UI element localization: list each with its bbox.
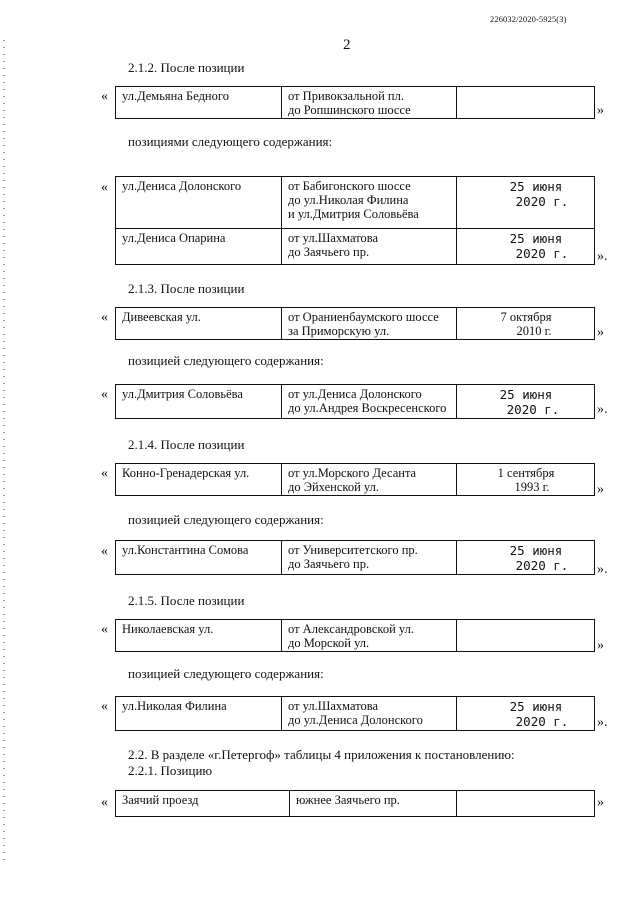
quote-close: ».	[597, 715, 608, 730]
street-cell: ул.Константина Сомова	[116, 541, 282, 575]
street-table-3	[115, 307, 595, 340]
range-cell: от ул.Шахматова до Заячьего пр.	[282, 229, 457, 265]
quote-open: «	[101, 89, 108, 104]
section-heading-2-1-3: 2.1.3. После позиции	[128, 281, 245, 296]
date-cell	[457, 620, 595, 652]
quote-close: ».	[597, 249, 608, 264]
date-cell: 1 сентября 1993 г.	[457, 464, 595, 496]
quote-close: ».	[597, 562, 608, 577]
street-cell: Николаевская ул.	[116, 620, 282, 652]
street-table-1	[115, 86, 595, 119]
range-cell: от ул.Морского Десанта до Эйхенской ул.	[282, 464, 457, 496]
table-row	[116, 385, 595, 419]
range-cell: от Бабигонского шоссе до ул.Николая Филина и ул.Дмитрия Соловьёва	[282, 177, 457, 229]
quote-open: «	[101, 310, 108, 325]
table-row	[116, 541, 595, 575]
date-cell	[457, 791, 595, 817]
quote-close: »	[597, 638, 604, 653]
quote-open: «	[101, 699, 108, 714]
street-cell: Конно-Гренадерская ул.	[116, 464, 282, 496]
document-number: 226032/2020-5925(3)	[490, 14, 567, 24]
street-table-6	[115, 540, 595, 575]
street-cell: Заячий проезд	[116, 791, 290, 817]
range-cell: от ул.Дениса Долонского до ул.Андрея Воскресенского	[282, 385, 457, 419]
section-heading-2-1-2: 2.1.2. После позиции	[128, 60, 245, 75]
street-table-2	[115, 176, 595, 265]
caption-positions: позициями следующего содержания:	[128, 134, 333, 149]
table-row	[116, 620, 595, 652]
date-cell: 25 июня 2020 г.	[457, 229, 595, 265]
date-cell: 25 июня 2020 г.	[457, 541, 595, 575]
quote-open: «	[101, 180, 108, 195]
section-heading-2-1-4: 2.1.4. После позиции	[128, 437, 245, 452]
street-table-9	[115, 790, 595, 817]
table-row	[116, 464, 595, 496]
caption-position: позицией следующего содержания:	[128, 512, 324, 527]
quote-close: »	[597, 325, 604, 340]
range-cell: от Привокзальной пл. до Ропшинского шоссе	[282, 87, 457, 119]
quote-open: «	[101, 387, 108, 402]
date-cell: 25 июня 2020 г.	[457, 385, 595, 419]
section-heading-2-1-5: 2.1.5. После позиции	[128, 593, 245, 608]
range-cell: от Университетского пр. до Заячьего пр.	[282, 541, 457, 575]
street-table-7	[115, 619, 595, 652]
street-cell: ул.Дмитрия Соловьёва	[116, 385, 282, 419]
table-row	[116, 87, 595, 119]
date-cell	[457, 87, 595, 119]
street-cell: ул.Николая Филина	[116, 697, 282, 731]
street-cell: ул.Дениса Долонского	[116, 177, 282, 229]
quote-close: ».	[597, 402, 608, 417]
section-2-2-line-2: 2.2.1. Позицию	[128, 763, 213, 778]
caption-position: позицией следующего содержания:	[128, 353, 324, 368]
table-row	[116, 308, 595, 340]
street-cell: Дивеевская ул.	[116, 308, 282, 340]
quote-close: »	[597, 482, 604, 497]
range-cell: от Ораниенбаумского шоссе за Приморскую ул.	[282, 308, 457, 340]
date-cell: 25 июня 2020 г.	[457, 177, 595, 229]
range-cell: от Александровской ул. до Морской ул.	[282, 620, 457, 652]
quote-open: «	[101, 622, 108, 637]
section-2-2-line-1: 2.2. В разделе «г.Петергоф» таблицы 4 приложения к постановлению:	[128, 747, 515, 762]
street-table-5	[115, 463, 595, 496]
table-row	[116, 229, 595, 265]
date-cell: 7 октября 2010 г.	[457, 308, 595, 340]
street-cell: ул.Демьяна Бедного	[116, 87, 282, 119]
margin-scan-marks	[3, 40, 5, 860]
table-row	[116, 697, 595, 731]
page-number: 2	[343, 37, 351, 53]
quote-open: «	[101, 466, 108, 481]
quote-close: »	[597, 103, 604, 118]
street-table-4	[115, 384, 595, 419]
table-row	[116, 791, 595, 817]
range-cell: южнее Заячьего пр.	[290, 791, 457, 817]
quote-open: «	[101, 544, 108, 559]
quote-open: «	[101, 795, 108, 810]
date-cell: 25 июня 2020 г.	[457, 697, 595, 731]
table-row	[116, 177, 595, 229]
street-table-8	[115, 696, 595, 731]
range-cell: от ул.Шахматова до ул.Дениса Долонского	[282, 697, 457, 731]
quote-close: »	[597, 795, 604, 810]
caption-position: позицией следующего содержания:	[128, 666, 324, 681]
street-cell: ул.Дениса Опарина	[116, 229, 282, 265]
